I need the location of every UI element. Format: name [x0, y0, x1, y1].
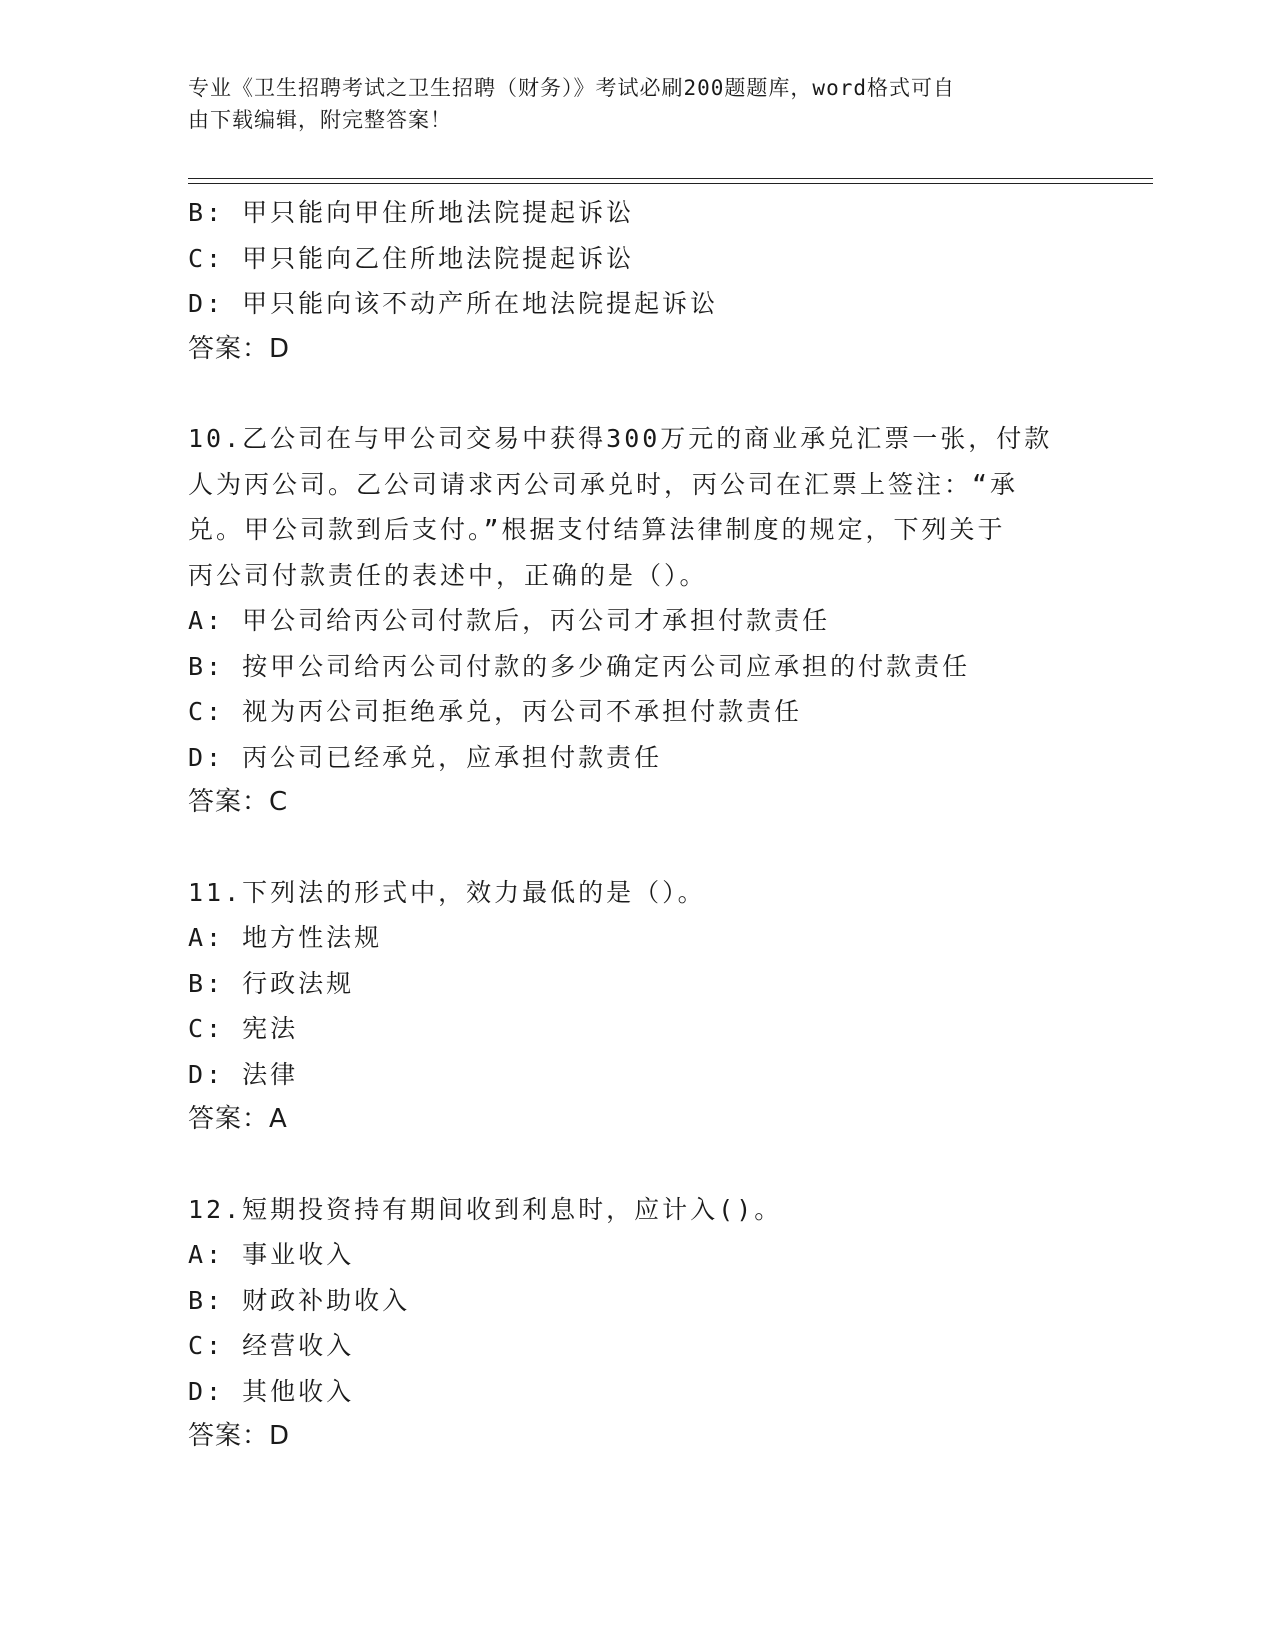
spacer [188, 372, 1088, 416]
option-d: D: 法律 [188, 1059, 299, 1089]
option-c: C: 视为丙公司拒绝承兑，丙公司不承担付款责任 [188, 697, 803, 726]
spacer [188, 826, 1088, 870]
header-line-2: 由下载编辑，附完整答案！ [188, 108, 452, 132]
question-10 [188, 416, 1088, 826]
option-a: A: 事业收入 [188, 1240, 355, 1269]
header-divider-bottom [188, 183, 1153, 184]
option-a: A: 地方性法规 [188, 923, 383, 952]
question-stem-line: 丙公司付款责任的表述中，正确的是（）。 [188, 560, 708, 590]
option-d: D: 其他收入 [188, 1376, 355, 1406]
question-stem: 12.短期投资持有期间收到利息时，应计入()。 [188, 1194, 783, 1224]
header-line-1: 专业《卫生招聘考试之卫生招聘（财务）》考试必刷200题题库，word格式可自 [188, 76, 955, 100]
option-d: D: 甲只能向该不动产所在地法院提起诉讼 [188, 289, 719, 318]
answer-label: 答案：C [188, 787, 289, 817]
option-b: B: 按甲公司给丙公司付款的多少确定丙公司应承担的付款责任 [188, 651, 971, 681]
option-a: A: 甲公司给丙公司付款后，丙公司才承担付款责任 [188, 606, 831, 635]
document-header [188, 72, 1068, 136]
question-stem-line: 兑。甲公司款到后支付。”根据支付结算法律制度的规定，下列关于 [188, 515, 1006, 544]
option-c: C: 经营收入 [188, 1331, 355, 1360]
spacer [188, 1143, 1088, 1187]
question-11 [188, 870, 1088, 1143]
question-stem-line: 10.乙公司在与甲公司交易中获得300万元的商业承兑汇票一张，付款 [188, 424, 1053, 453]
question-12 [188, 1187, 1088, 1460]
question-stem: 11.下列法的形式中，效力最低的是（）。 [188, 877, 706, 907]
option-b: B: 行政法规 [188, 968, 355, 998]
option-b: B: 甲只能向甲住所地法院提起诉讼 [188, 198, 635, 227]
header-divider-top [188, 178, 1153, 179]
question-stem-line: 人为丙公司。乙公司请求丙公司承兑时，丙公司在汇票上签注：“承 [188, 469, 1019, 499]
question-9 [188, 190, 1088, 372]
answer-label: 答案：A [188, 1104, 288, 1134]
question-list [188, 190, 1088, 1460]
answer-label: 答案：D [188, 1421, 291, 1451]
option-c: C: 宪法 [188, 1014, 299, 1043]
option-c: C: 甲只能向乙住所地法院提起诉讼 [188, 243, 635, 273]
answer-label: 答案：D [188, 333, 291, 364]
option-d: D: 丙公司已经承兑，应承担付款责任 [188, 742, 663, 772]
option-b: B: 财政补助收入 [188, 1285, 411, 1315]
